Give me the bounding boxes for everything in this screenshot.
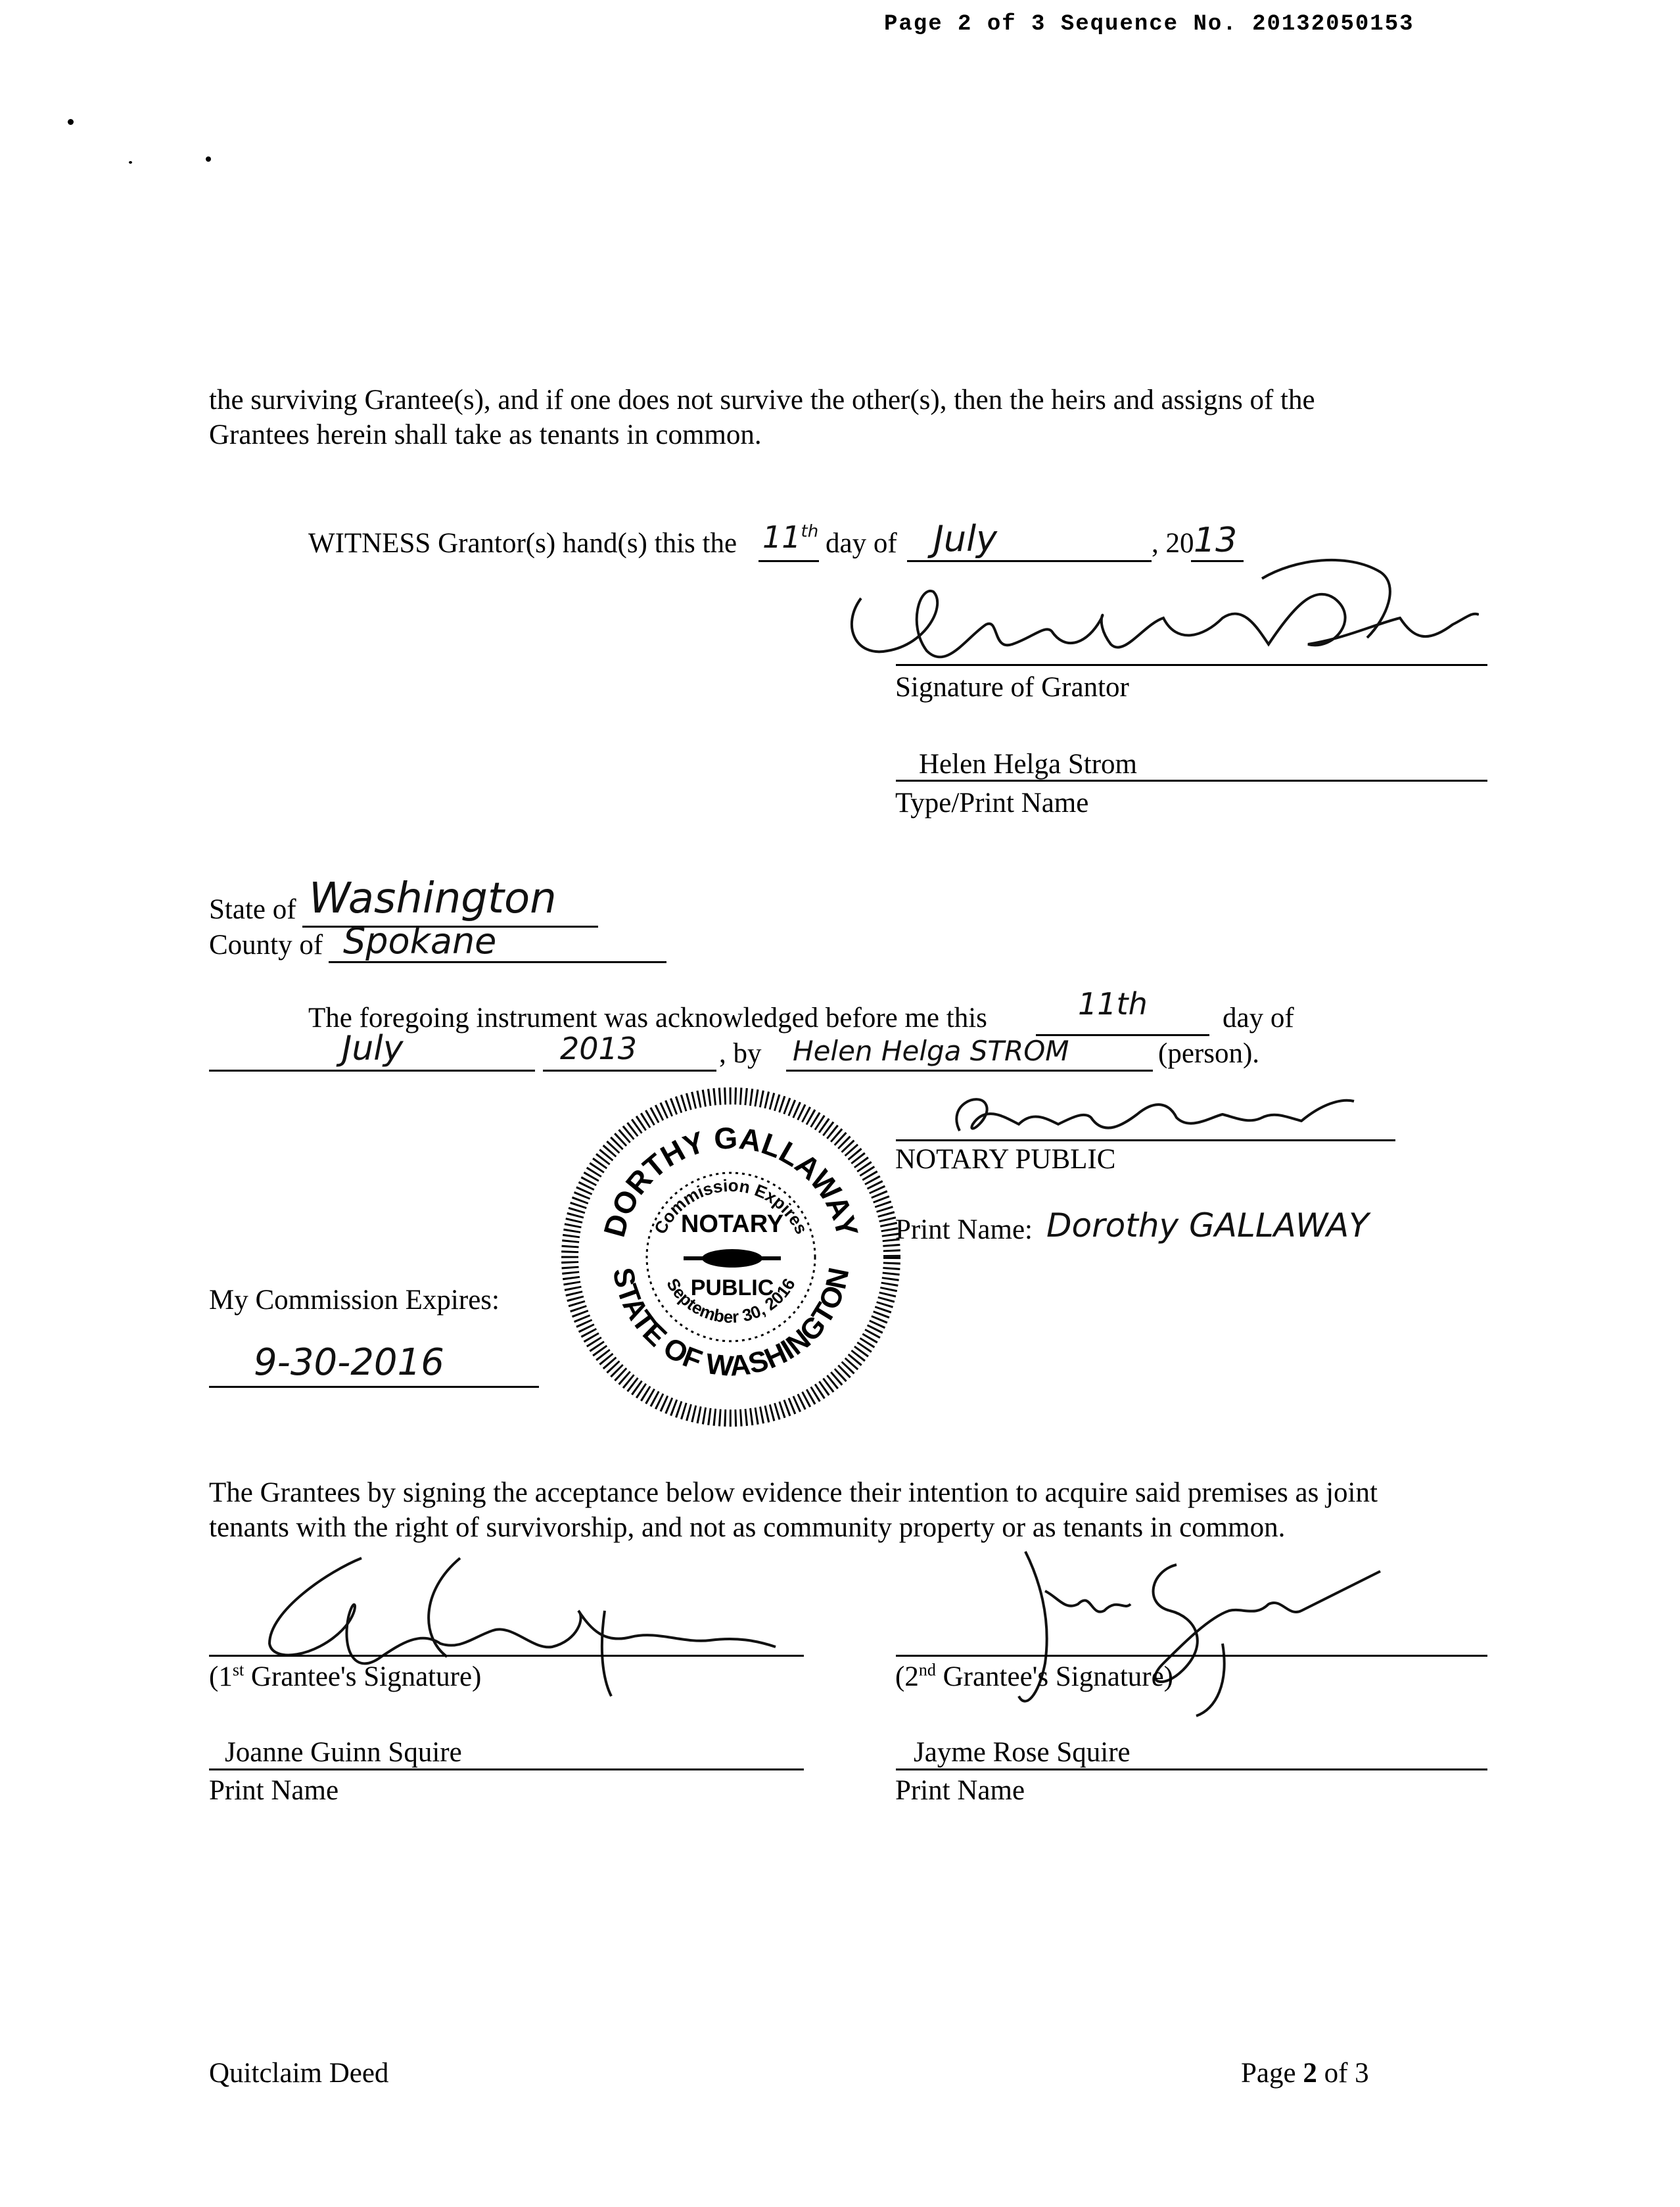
commission-label: My Commission Expires: — [209, 1285, 500, 1316]
footer-doc-title: Quitclaim Deed — [209, 2058, 389, 2089]
ack-person-line — [786, 1070, 1153, 1072]
seal-center-bottom: PUBLIC — [690, 1275, 774, 1300]
witness-day-of: day of — [826, 528, 897, 559]
notary-print-name-handwritten: Dorothy GALLAWAY — [1046, 1206, 1369, 1245]
county-handwritten: Spokane — [343, 920, 497, 962]
ack-month-handwritten: July — [342, 1029, 404, 1068]
notary-print-name-label: Print Name: — [895, 1214, 1033, 1245]
scan-speck — [129, 161, 132, 164]
notary-signature-line — [896, 1139, 1395, 1141]
grantor-name-line — [896, 780, 1487, 782]
witness-prefix: WITNESS Grantor(s) hand(s) this the — [308, 528, 737, 559]
intro-line-2: Grantees herein shall take as tenants in common. — [209, 419, 762, 450]
grantee-1-caption: (1st Grantee's Signature) — [209, 1660, 482, 1692]
witness-day-handwritten: 11th — [762, 519, 819, 555]
seal-top-text: DORTHY GALLAWAY — [597, 1120, 865, 1241]
seal-center-top: NOTARY — [680, 1210, 784, 1238]
grantee-1-print-caption: Print Name — [209, 1775, 339, 1806]
grantee-2-printed-name: Jayme Rose Squire — [914, 1737, 1131, 1768]
notary-seal — [560, 1086, 902, 1428]
ack-by-label: , by — [719, 1038, 762, 1069]
grantor-printed-name: Helen Helga Strom — [919, 749, 1137, 780]
grantee-1-signature-line — [209, 1655, 804, 1657]
state-handwritten: Washington — [309, 874, 557, 923]
commission-line — [209, 1386, 539, 1388]
intro-line-1: the surviving Grantee(s), and if one does not survive the other(s), then the heirs and assigns of the — [209, 385, 1315, 415]
seal-inner-bottom: September 30, 2016 — [663, 1275, 799, 1327]
witness-year-prefix: , 20 — [1152, 528, 1194, 559]
ack-person-handwritten: Helen Helga STROM — [793, 1035, 1069, 1067]
grantor-print-caption: Type/Print Name — [895, 788, 1089, 819]
seal-bottom-text: STATE OF WASHINGTON — [606, 1265, 856, 1383]
ack-day-handwritten: 11th — [1078, 986, 1148, 1022]
grantee-1-name-line — [209, 1768, 804, 1770]
witness-month-handwritten: July — [933, 518, 998, 559]
state-label: State of — [209, 894, 296, 925]
footer-page-number: Page 2 of 3 — [1241, 2058, 1369, 2089]
ack-day-of: day of — [1223, 1003, 1294, 1033]
seal-inner-top: Commission Expires — [650, 1175, 812, 1237]
grantee-2-caption: (2nd Grantee's Signature) — [895, 1660, 1174, 1692]
ack-year-handwritten: 2013 — [560, 1031, 638, 1066]
scan-speck — [206, 156, 211, 162]
ack-year-line — [543, 1070, 716, 1072]
grantee-2-signature — [946, 1538, 1407, 1736]
commission-handwritten: 9-30-2016 — [254, 1341, 444, 1384]
scan-speck — [68, 119, 74, 125]
grantee-1-printed-name: Joanne Guinn Squire — [225, 1737, 462, 1768]
witness-day-line — [758, 560, 819, 562]
acknowledgment-prefix: The foregoing instrument was acknowledged before me this — [308, 1003, 987, 1033]
ack-month-line — [209, 1070, 535, 1072]
witness-year-handwritten: 13 — [1194, 521, 1238, 560]
grantee-2-signature-line — [896, 1655, 1487, 1657]
grantor-signature-caption: Signature of Grantor — [895, 672, 1129, 703]
grantee-2-print-caption: Print Name — [895, 1775, 1025, 1806]
acceptance-line-1: The Grantees by signing the acceptance below evidence their intention to acquire said premises as joint — [209, 1477, 1378, 1508]
county-label: County of — [209, 930, 323, 961]
acceptance-line-2: tenants with the right of survivorship, and not as community property or as tenants in common. — [209, 1512, 1286, 1543]
ack-person-suffix: (person). — [1158, 1038, 1260, 1069]
grantee-2-name-line — [896, 1768, 1487, 1770]
notary-caption: NOTARY PUBLIC — [895, 1144, 1116, 1175]
sequence-header: Page 2 of 3 Sequence No. 20132050153 — [884, 12, 1414, 37]
grantor-signature — [835, 546, 1479, 690]
